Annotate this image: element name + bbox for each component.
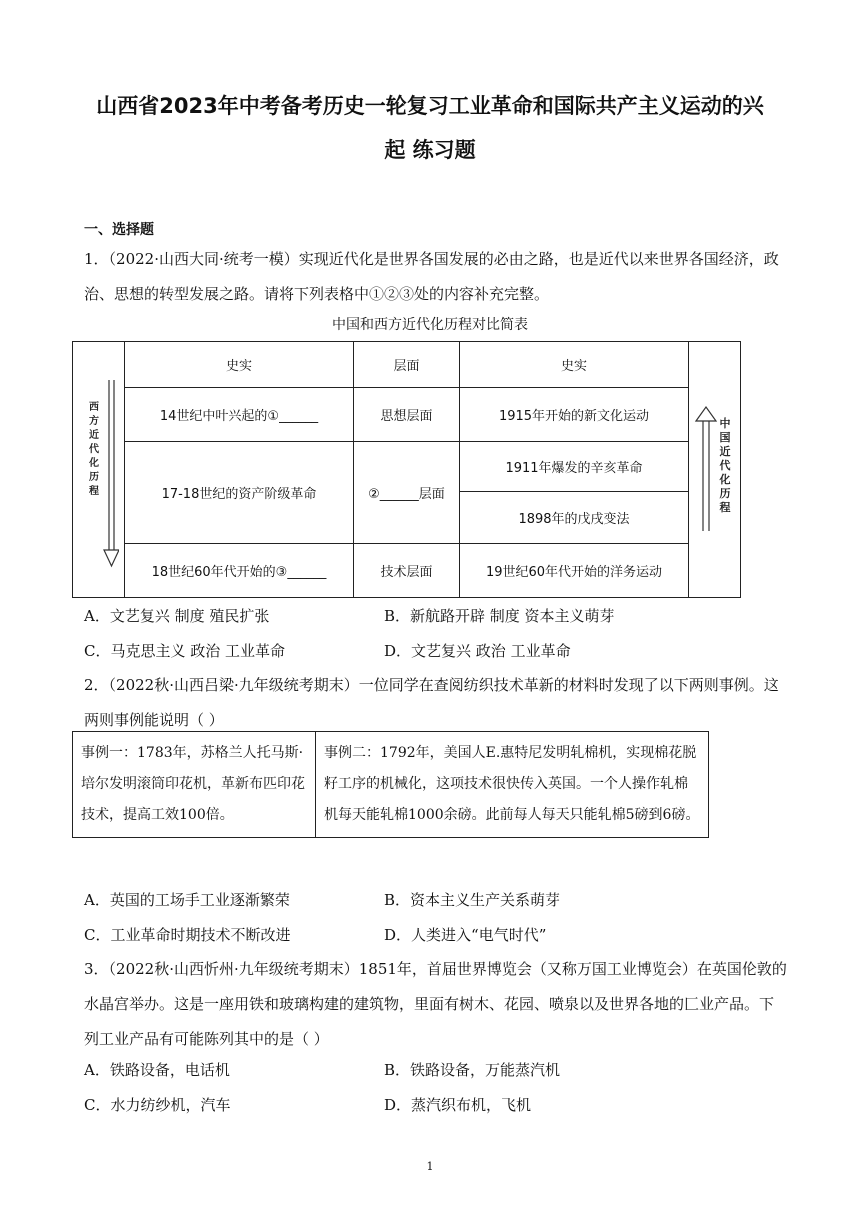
- q2-option-a[interactable]: A．英国的工场手工业逐渐繁荣: [84, 891, 290, 909]
- q3-option-a[interactable]: A．铁路设备，电话机: [84, 1061, 230, 1079]
- west-arrow-cell: [73, 342, 125, 598]
- china-arrow-label-char: 代: [719, 458, 731, 472]
- china-arrow-label-char: 中: [719, 416, 731, 430]
- q2-case-2: 事例二：1792年，美国人E.惠特尼发明轧棉机，实现棉花脱籽工序的机械化，这项技术很快传入英国。一个人操作轧棉机每天能轧棉1000余磅。此前每人每天只能轧棉5磅到6磅。: [316, 732, 709, 838]
- q3-stem-line1: 3．（2022秋·山西忻州·九年级统考期末）1851年，首届世界博览会（又称万国工业博览会）在英国伦敦的: [84, 960, 787, 978]
- west-fact-1: 14世纪中叶兴起的①______: [125, 388, 353, 442]
- west-arrow-label-char: 近: [88, 429, 99, 441]
- down-arrow-icon: [79, 370, 119, 570]
- q2-case-table: [72, 731, 709, 838]
- china-arrow-label-char: 化: [719, 472, 731, 486]
- section-heading: 一、选择题: [84, 222, 154, 238]
- doc-title-line1: 山西省2023年中考备考历史一轮复习工业革命和国际共产主义运动的兴: [96, 94, 764, 118]
- level-1: 思想层面: [353, 388, 460, 442]
- china-arrow-label-char: 近: [719, 444, 731, 458]
- q2-option-d[interactable]: D．人类进入“电气时代”: [384, 926, 547, 944]
- header-level: 层面: [353, 342, 460, 388]
- q1-table-caption: 中国和西方近代化历程对比简表: [332, 317, 528, 333]
- q1-comparison-table: [72, 341, 741, 598]
- china-arrow-label-char: 程: [719, 500, 731, 514]
- page-number: 1: [426, 1160, 434, 1173]
- q1-option-d[interactable]: D．文艺复兴 政治 工业革命: [384, 642, 571, 660]
- west-arrow-label-char: 历: [88, 471, 99, 483]
- china-fact-2a: 1911年爆发的辛亥革命: [460, 442, 688, 492]
- west-fact-3: 18世纪60年代开始的③______: [125, 544, 353, 598]
- header-china-fact: 史实: [460, 342, 688, 388]
- china-fact-1: 1915年开始的新文化运动: [460, 388, 688, 442]
- west-arrow-label-char: 西: [88, 401, 99, 413]
- china-fact-3: 19世纪60年代开始的洋务运动: [460, 544, 688, 598]
- q1-stem-line2: 治、思想的转型发展之路。请将下列表格中①②③处的内容补充完整。: [84, 285, 550, 303]
- china-arrow-label-char: 历: [719, 486, 731, 500]
- west-arrow-label-char: 程: [88, 485, 99, 497]
- header-west-fact: 史实: [125, 342, 353, 388]
- west-arrow-label-char: 代: [88, 443, 99, 455]
- level-3: 技术层面: [353, 544, 460, 598]
- q2-option-b[interactable]: B．资本主义生产关系萌芽: [384, 891, 561, 909]
- q3-option-b[interactable]: B．铁路设备，万能蒸汽机: [384, 1061, 561, 1079]
- china-arrow-label-char: 国: [719, 430, 731, 444]
- q1-stem-line1: 1．（2022·山西大同·统考一模）实现近代化是世界各国发展的必由之路，也是近代以来世界各国经济，政: [84, 250, 779, 268]
- q3-option-d[interactable]: D．蒸汽织布机，飞机: [384, 1096, 532, 1114]
- q3-stem-line3: 列工业产品有可能陈列其中的是（ ）: [84, 1030, 329, 1048]
- doc-title-line2: 起 练习题: [384, 138, 476, 162]
- q1-option-c[interactable]: C．马克思主义 政治 工业革命: [84, 642, 286, 660]
- q2-stem-line1: 2．（2022秋·山西吕梁·九年级统考期末）一位同学在查阅纺织技术革新的材料时发现了以下两则事例。这: [84, 676, 779, 694]
- west-arrow-label-char: 方: [88, 415, 99, 427]
- q1-option-b[interactable]: B．新航路开辟 制度 资本主义萌芽: [384, 607, 615, 625]
- q1-option-a[interactable]: A．文艺复兴 制度 殖民扩张: [84, 607, 270, 625]
- up-arrow-icon: [692, 405, 736, 535]
- west-arrow-label-char: 化: [88, 457, 99, 469]
- q2-case-1: 事例一：1783年，苏格兰人托马斯·培尔发明滚筒印花机，革新布匹印花技术，提高工效100倍。: [73, 732, 316, 838]
- west-fact-2: 17-18世纪的资产阶级革命: [125, 442, 353, 544]
- level-2: ②______层面: [353, 442, 460, 544]
- q3-option-c[interactable]: C．水力纺纱机，汽车: [84, 1096, 231, 1114]
- china-fact-2b: 1898年的戊戌变法: [460, 492, 688, 544]
- q3-stem-line2: 水晶宫举办。这是一座用铁和玻璃构建的建筑物，里面有树木、花园、喷泉以及世界各地的匚业产品。下: [84, 995, 775, 1013]
- q2-stem-line2: 两则事例能说明（ ）: [84, 711, 224, 729]
- china-arrow-cell: [688, 342, 740, 598]
- q2-option-c[interactable]: C．工业革命时期技术不断改进: [84, 926, 291, 944]
